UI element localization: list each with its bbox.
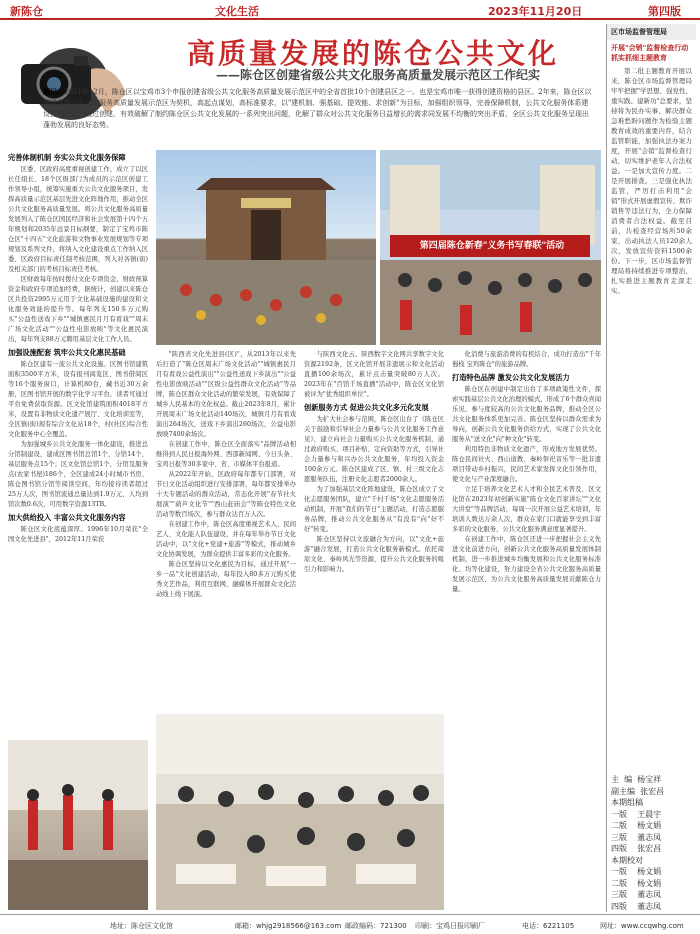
paragraph: 为加强城乡公共文化服务一体化建设，推进总分馆制建设，建成区图书馆总馆1个，分馆14个，基层服务点15个；区文化馆总馆1个，分馆及服务点(农家书屋)186个，全区建成24小时城市书房、陈仓图书馆分馆等阅读空间，年均接待读者超过25万人次，图书馆流通总量达到1.9万元，人均到馆次数0.6次，可用数字资源13TB。 <box>8 441 148 508</box>
intro-label: 题记： <box>43 87 64 96</box>
sidebar-body: 第二批主题教育开展以来，陈仓区市场监督管理局牢牢把握"学思想、强党性、重实践、建新功"总要求，坚持将为民办实事、解决群众急难愁盼问题作为检验主题教育成效的重要内容，结合监管职能，加强执法办案力度，开展"会销"监督检查行动，切实维护老年人合法权益。一是加大宣传力度。二是开展排查。三是强化执法监管，严厉打击利用"会销"形式开展虚假宣传、欺诈销售等违法行为，全力保障消费者合法权益。截至目前，共检查经营场所50余家，出动执法人员120余人次，发放宣传资料1500余份。下一步，区市场监督管理局将持续推进专项整治，扎实推进主题教育走深走实。 <box>611 67 692 295</box>
photo-gate <box>156 150 376 345</box>
paragraph: 利用特色非物质文化遗产，形成地方发展优势。陈仓民间社火、西山道教、秦岭祭祀音乐等一批非遗项目带动乡村振兴，民间艺术家发挥文化引领作用，使文化与产业深度融合。 <box>452 446 601 483</box>
credit-line: 四版 张宏昌 <box>611 844 662 853</box>
paragraph: 为了加强基层文化阵地建设，陈仓区成立了文化志愿服务团队，建立"千村千场"文化志愿服务活动机制，开展"我们的节日"主题活动，打造志愿服务品牌，推动公共文化服务从"有没有"向"好不好"转变。 <box>304 486 444 533</box>
paragraph: 陈仓区坚持以文化惠民为目标，通过开展"一乡一品"文化创建活动，每年投入80多万元购买优秀文艺作品，利用互联网、融媒体开展群众文化活动线上线下展演。 <box>156 561 296 598</box>
photo-calligraphy-event <box>380 150 601 345</box>
paper-name: 新陈仓 <box>10 5 43 18</box>
sidebar-title: 区市场监督管理局 <box>607 24 696 40</box>
editorial-credits <box>611 774 693 912</box>
section-heading-2: 加强设施配套 筑牢公共文化惠民基础 <box>8 348 126 357</box>
article-subtitle: ——陈仓区创建省级公共文化服务高质量发展示范区工作纪实 <box>215 68 540 82</box>
section-heading-3: 加大供给投入 丰富公共文化服务内容 <box>8 513 126 522</box>
credit-line: 一版 杨文娟 <box>611 867 662 876</box>
credit-line: 本期校对 <box>611 855 643 865</box>
credit-line: 二版 杨文娟 <box>611 821 662 830</box>
footer-phone: 电话：6221105 <box>522 922 575 930</box>
photo-performance <box>8 740 148 910</box>
section-heading-1: 完善体制机制 夯实公共文化服务保障 <box>8 153 126 162</box>
footer-zip: 邮政编码：721300 <box>345 922 407 930</box>
footer-printer: 印刷：宝鸡日报印刷厂 <box>415 922 485 930</box>
column-4 <box>452 350 601 910</box>
credit-line: 三版 董志凤 <box>611 890 662 899</box>
credit-line: 一版 王晨宇 <box>611 809 662 819</box>
credit-line: 二版 杨文娟 <box>611 878 662 888</box>
banner-text: 第四届陈仓新春"义务书写春联"活动 <box>419 241 565 251</box>
paragraph: 陈仓区建有一流公共文化设施。区图书馆建筑面积3500平方米，设有报刊阅览区、图书借阅区等16个服务窗口，计算机80台，藏书近30万余册，区图书馆开展的数字化学习平台，读者可通过平台免费获取资源。区文化馆建筑面积4018平方米，设置有非物质文化遗产展厅、文化培训室等，全区镇(街)现有综合文化站18个，村(社区)综合性文化服务中心全覆盖。 <box>8 361 148 438</box>
paragraph: 从2022年开始，区政府每年都专门部署，对节日文化活动组织进行安排部署，每年都安排举办十大专题活动的群众活动，常态化开展"春节社火展演""葫芦文化节""西山赶庙会"等陈仓特色文化活动等数百场次，参与群众达百万人次。 <box>156 471 296 518</box>
paragraph: 为扩大社会参与范围，陈仓区出台了《陈仓区关于鼓励和引导社会力量参与公共文化服务工作意见》，建立向社会力量购买公共文化服务机制，通过政府购买、项目补贴、定向资助等方式，引导社会力量参与和兴办公共文化服务，年均投入资金100余万元。陈仓区建成了区、镇、村三级文化志愿服务队伍，注册文化志愿者2000余人。 <box>304 416 444 483</box>
section-heading-4: 创新服务方式 促进公共文化多元化发展 <box>304 403 429 412</box>
footer-email: 邮箱：whjg2918566@163.com <box>235 922 342 930</box>
issue-date: 2023年11月20日 <box>488 5 583 18</box>
intro-paragraph <box>43 86 593 131</box>
paragraph: 与陕西文化云、陕西数字文化网共享数字文化资源2192条，区文化馆开展非遗展示和文化活动直播100余场次，累计点击量突破80万人次。2023年在"百馆千场直播"活动中，陈仓区文化馆被评为"优秀组织单位"。 <box>304 351 444 398</box>
paragraph: 陈仓区坚持以文旅融合为方向，以"文化+旅游"融合发展，打造公共文化服务新模式。依托周原文化、秦岭风光等资源，提升公共文化服务的吸引力和影响力。 <box>304 536 444 573</box>
sidebar-subtitle: 开展"会销"监督检查行动 抓实抓细主题教育 <box>611 44 689 62</box>
credit-line: 本期组稿 <box>611 798 643 807</box>
paragraph: 区财政每年按时拨付文化专项资金，财政预算资金和政府专项追加经费，据统计，创建以来陈仓区共投资2995万元用于文化基础设施的建设和文化服务效能的提升等。每年列支150多万元购买"公益性送戏下乡""城镇惠民月月有看戏""周末广场文化活动""公益性电影放映"等文化惠民演出，每年列支88万元聘用基层文化工作人员。 <box>8 276 148 343</box>
article-title: 高质量发展的陈仓公共文化 <box>186 37 559 70</box>
paragraph: 化消费与旅游消费的有机结合，成功打造出"千年蜀栈 宝鸡陈仓"的旅游品牌。 <box>452 351 601 368</box>
photo-training-class <box>156 714 444 910</box>
paragraph: 陈仓区在创建中制定出台了多项政策性文件，探索实践基层公共文化治理的模式，形成了6个群众喜闻乐见、参与度较高的公共文化服务品牌，推动全区公共文化服务体系更加完善。陈仓区坚持以群众需求为导向，创新公共文化服务供给方式，实现了公共文化服务从"送文化"向"种文化"转变。 <box>452 386 601 443</box>
page-footer <box>0 914 700 934</box>
section-heading-5: 打造特色品牌 激发公共文化发展活力 <box>452 373 570 382</box>
paragraph: "陕西省文化先进县(区)"，从2013年以来先后打造了"陈仓区周末广场文化活动""城镇惠民月月有看戏公益性演出""公益性送戏下乡演出""公益性电影放映活动""区级公益性群众文化活动"等品牌，陈仓区群众文化活动的繁荣发展，有效保障了城乡人民基本的文化权益。截止2023年8月，累计开展周末广场文化活动140场次，城镇月月有看戏演出264场次，送戏下乡演出260场次，公益电影放映7400余场次。 <box>156 351 296 438</box>
paragraph: 在创建工作中，陈仓区还进一步把握社会主义先进文化前进方向，创新公共文化服务高质量发展体制机制，进一步推进城乡均衡发展和公共文化服务标准化、均等化建设，努力建设全省公共文化服务高质量发展示范区，为公共文化服务高质量发展贡献陈仓力量。 <box>452 536 601 593</box>
paragraph: 陈仓区文化底蕴深厚。1996年10月荣获"全国文化先进县"，2012年11月荣获 <box>8 526 148 543</box>
credit-line: 三版 董志凤 <box>611 832 662 842</box>
main-article <box>8 24 601 912</box>
credit-line: 副主编 张宏昌 <box>611 786 665 796</box>
sidebar-news <box>606 24 696 912</box>
paragraph: 立足于培养文化艺术人才和全民艺术普及，区文化馆在2023年初创新实施"陈仓文化百家讲坛""文化大讲堂"等品牌活动，每周一次开展公益艺术培训，年培训人数达万余人次，群众在家门口就能享受到丰富多彩的文化服务，公共文化服务满意度显著提升。 <box>452 486 601 533</box>
page-header <box>0 0 700 20</box>
column-2 <box>156 350 296 710</box>
credit-line: 四版 董志凤 <box>611 901 662 911</box>
paragraph: 在创建工作中，陈仓区全面落实"品牌活动相继得到人民日报海外网、西部新闻网、今日头条、宝鸡日报等30多家中、省、市媒体平台报道。 <box>156 441 296 468</box>
footer-address: 地址：陈仓区文化馆 <box>110 922 173 930</box>
section-name: 文化生活 <box>215 5 259 18</box>
paragraph: 在创建工作中，陈仓区高度重视艺术人、民间艺人、文化能人队伍建设，并在每年举办节日文化活动中，以"文化+党建+旅游"等模式，推动城乡文化协调发展，为群众提供丰富多彩的文化服务。 <box>156 521 296 558</box>
intro-text: 2021年12月，陈仓区以宝鸡市3个申报创建省级公共文化服务高质量发展示范区中的全省首批10个创建县区之一。也是宝鸡市唯一获得创建资格的县区。2年来，陈仓区以创建省级公共文化服务高质量发展示范区为契机，高起点谋划，高标准要求，以"建机制、强基础、提效能、求创新"为目标，加强组织领导，完善保障机制，公共文化服务体系建设提档升级，通过创建，有效破解了制约陈仓区公共文化发展的一系列突出问题，化解了群众对公共文化服务日益增长的需求同发展不均衡的突出矛盾，全区公共文化服务呈现出蓬勃发展的良好态势。 <box>43 88 592 129</box>
footer-url: 网址：www.ccqwhg.com <box>600 922 684 930</box>
paragraph: 区委、区政府高度重视创建工作，成立了以区长任组长、18个区级部门为成员的示范区创建工作领导小组，统筹实施重大公共文化服务项目，发挥高质量示范区基层先进文化阵地作用，推动全区公共文化服务高质量发展。将公共文化服务高质量发展列入了陈仓区国民经济和社会发展第十四个五年规划和2035年远景目标纲要，制定了宝鸡市陈仓区"十四五"文化旅游和文物事业发展规划等专项规划及系列文件，将纳入文化建设重点工作纳入区委、区政府目标责任制考核范围，列入对各镇(街)及相关部门的考核目标责任考核。 <box>8 166 148 273</box>
page-number: 第四版 <box>648 5 681 18</box>
credit-line: 主 编 杨宝祥 <box>611 775 662 784</box>
